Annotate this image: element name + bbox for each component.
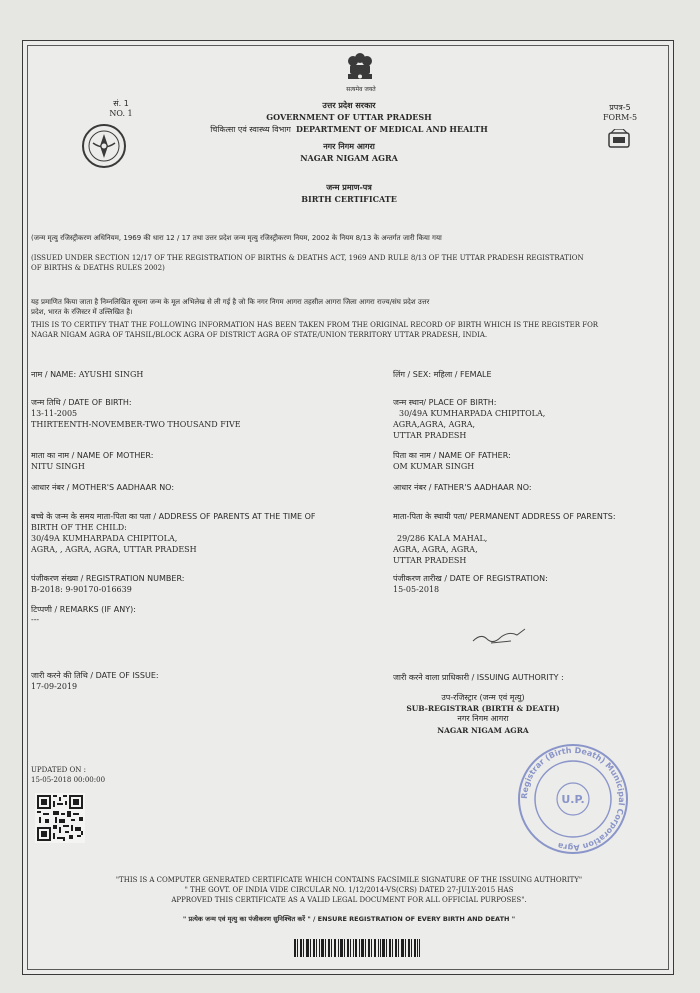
footer-line-1: "THIS IS A COMPUTER GENERATED CERTIFICATE WHICH CONTAINS FACSIMILE SIGNATURE OF THE ISSUING AUTHORITY" [115, 876, 583, 884]
mother-aadhaar-label: आधार नंबर / MOTHER'S AADHAAR NO: [31, 483, 175, 492]
dob-words: THIRTEENTH-NOVEMBER-TWO THOUSAND FIVE [31, 420, 241, 429]
sub-registrar-hindi: उप-रजिस्ट्रार (जन्म एवं मृत्यु) [441, 693, 525, 702]
remarks-value: --- [31, 615, 40, 624]
registration-number-value: B-2018: 9-90170-016639 [31, 585, 132, 594]
sub-registrar-english: SUB-REGISTRAR (BIRTH & DEATH) [406, 704, 560, 713]
number-hindi: सं. 1 [113, 99, 129, 108]
stamp-center-text: U.P. [561, 793, 585, 806]
registration-date-label: पंजीकरण तारीख / DATE OF REGISTRATION: [393, 574, 548, 583]
issued-under-english-1: (ISSUED UNDER SECTION 12/17 OF THE REGISTRATION OF BIRTHS & DEATHS ACT, 1969 AND RULE 8/13 OF THE UTTAR PRADESH REGISTRATION [31, 254, 584, 262]
footer-slogan: " प्रत्येक जन्म एवं मृत्यु का पंजीकरण सुनिश्चित करें " / ENSURE REGISTRATION OF EVERY BIRTH AND DEATH " [182, 915, 516, 923]
stamp-ring-text: Registrar (Birth Death) Municipal Corporation Agra [519, 745, 627, 853]
certificate-title-english: BIRTH CERTIFICATE [301, 194, 397, 204]
dob-value: 13-11-2005 [31, 409, 78, 418]
department-hindi: चिकित्सा एवं स्वास्थ्य विभाग [210, 125, 291, 134]
govt-name-english: GOVERNMENT OF UTTAR PRADESH [266, 112, 432, 122]
address-at-birth-line-1: 30/49A KUMHARPADA CHIPITOLA, [31, 534, 178, 543]
govt-name-hindi: उत्तर प्रदेश सरकार [322, 101, 376, 110]
name-row [31, 370, 143, 380]
permanent-address-label: माता-पिता के स्थायी पता/ PERMANENT ADDRESS OF PARENTS: [393, 512, 616, 521]
permanent-address-line-3: UTTAR PRADESH [393, 556, 467, 565]
certificate [22, 40, 674, 975]
number-english: NO. 1 [109, 109, 133, 118]
issuing-authority-label: जारी करने वाला प्राधिकारी / ISSUING AUTHORITY : [393, 673, 564, 682]
emblem-motto: सत्यमेव जयते [346, 86, 376, 93]
form-number-hindi: प्रपत्र-5 [609, 103, 631, 112]
permanent-address-line-2: AGRA, AGRA, AGRA, [393, 545, 478, 554]
date-of-issue-value: 17-09-2019 [31, 682, 78, 691]
place-of-birth-line-2: AGRA,AGRA, AGRA, [393, 420, 476, 429]
father-name-value: OM KUMAR SINGH [393, 462, 475, 471]
nagar-nigam-english: NAGAR NIGAM AGRA [437, 726, 529, 735]
father-name-label: पिता का नाम / NAME OF FATHER: [393, 451, 511, 460]
father-aadhaar-label: आधार नंबर / FATHER'S AADHAAR NO: [393, 483, 532, 492]
department-english: DEPARTMENT OF MEDICAL AND HEALTH [295, 124, 488, 134]
nigam-name-hindi: नगर निगम आगरा [323, 142, 375, 151]
certify-english-1: THIS IS TO CERTIFY THAT THE FOLLOWING INFORMATION HAS BEEN TAKEN FROM THE ORIGINAL RECORD OF BIRTH WHICH IS THE REGISTER FOR [31, 321, 599, 329]
address-at-birth-line-2: AGRA, , AGRA, AGRA, UTTAR PRADESH [31, 545, 197, 554]
certificate-title-hindi: जन्म प्रमाण-पत्र [326, 183, 372, 192]
registration-date-value: 15-05-2018 [393, 585, 440, 594]
certify-hindi-2: प्रदेश, भारत के रजिस्टर में उल्लिखित है। [31, 308, 133, 316]
permanent-address-line-1: 29/286 KALA MAHAL, [397, 534, 488, 543]
footer-line-3: APPROVED THIS CERTIFICATE AS A VALID LEGAL DOCUMENT FOR ALL OFFICIAL PURPOSES". [171, 896, 527, 904]
issued-under-english-2: OF BIRTHS & DEATHS RULES 2002) [31, 264, 165, 272]
name-value: AYUSHI SINGH [78, 370, 144, 379]
name-label: नाम / NAME: [31, 370, 77, 379]
updated-on-label: UPDATED ON : [31, 766, 86, 774]
qr-code-icon [35, 793, 85, 843]
updated-on-value: 15-05-2018 00:00:00 [31, 776, 106, 784]
mother-name-value: NITU SINGH [31, 462, 85, 471]
signature-icon [471, 619, 531, 649]
certify-english-2: NAGAR NIGAM AGRA OF TAHSIL/BLOCK AGRA OF DISTRICT AGRA OF STATE/UNION TERRITORY UTTAR PRADESH, INDIA. [31, 331, 488, 339]
place-of-birth-line-3: UTTAR PRADESH [393, 431, 467, 440]
sex-value: महिला / FEMALE [433, 370, 492, 379]
nigam-name-english: NAGAR NIGAM AGRA [300, 153, 398, 163]
issued-under-hindi: (जन्म मृत्यु रजिस्ट्रीकरण अधिनियम, 1969 की धारा 12 / 17 तथा उत्तर प्रदेश जन्म मृत्यु रजिस्ट्रीकरण नियम, 2002 के नियम 8/13 के अन्तर्गत जारी किया गया [31, 234, 442, 242]
certify-hindi-1: यह प्रमाणित किया जाता है निम्नलिखित सूचना जन्म के मूल अभिलेख से ली गई है जो कि नगर निगम आगरा तहसील आगरा जिला आगरा राज्य/संघ प्रदेश उत्तर [31, 298, 430, 306]
up-govt-logo-icon [81, 123, 127, 169]
mother-name-label: माता का नाम / NAME OF MOTHER: [31, 451, 154, 460]
place-of-birth-label: जन्म स्थान/ PLACE OF BIRTH: [393, 398, 497, 407]
footer-line-2: " THE GOVT. OF INDIA VIDE CIRCULAR NO. 1/12/2014-VS(CRS) DATED 27-JULY-2015 HAS [184, 886, 514, 894]
address-at-birth-label-1: बच्चे के जन्म के समय माता-पिता का पता / ADDRESS OF PARENTS AT THE TIME OF [31, 512, 316, 521]
department [199, 124, 499, 135]
official-stamp [515, 741, 631, 857]
registration-number-label: पंजीकरण संख्या / REGISTRATION NUMBER: [31, 574, 185, 583]
form-number-english: FORM-5 [602, 113, 638, 122]
barcode-icon [293, 937, 421, 959]
seal-icon [607, 129, 631, 151]
address-at-birth-label-2: BIRTH OF THE CHILD: [31, 523, 127, 532]
sex-row [393, 370, 492, 380]
nagar-nigam-hindi: नगर निगम आगरा [457, 714, 509, 723]
dob-label: जन्म तिथि / DATE OF BIRTH: [31, 398, 132, 407]
remarks-label: टिप्पणी / REMARKS (IF ANY): [31, 605, 136, 614]
date-of-issue-label: जारी करने की तिथि / DATE OF ISSUE: [31, 671, 159, 680]
sex-label: लिंग / SEX: [393, 370, 432, 379]
place-of-birth-line-1: 30/49A KUMHARPADA CHIPITOLA, [399, 409, 546, 418]
